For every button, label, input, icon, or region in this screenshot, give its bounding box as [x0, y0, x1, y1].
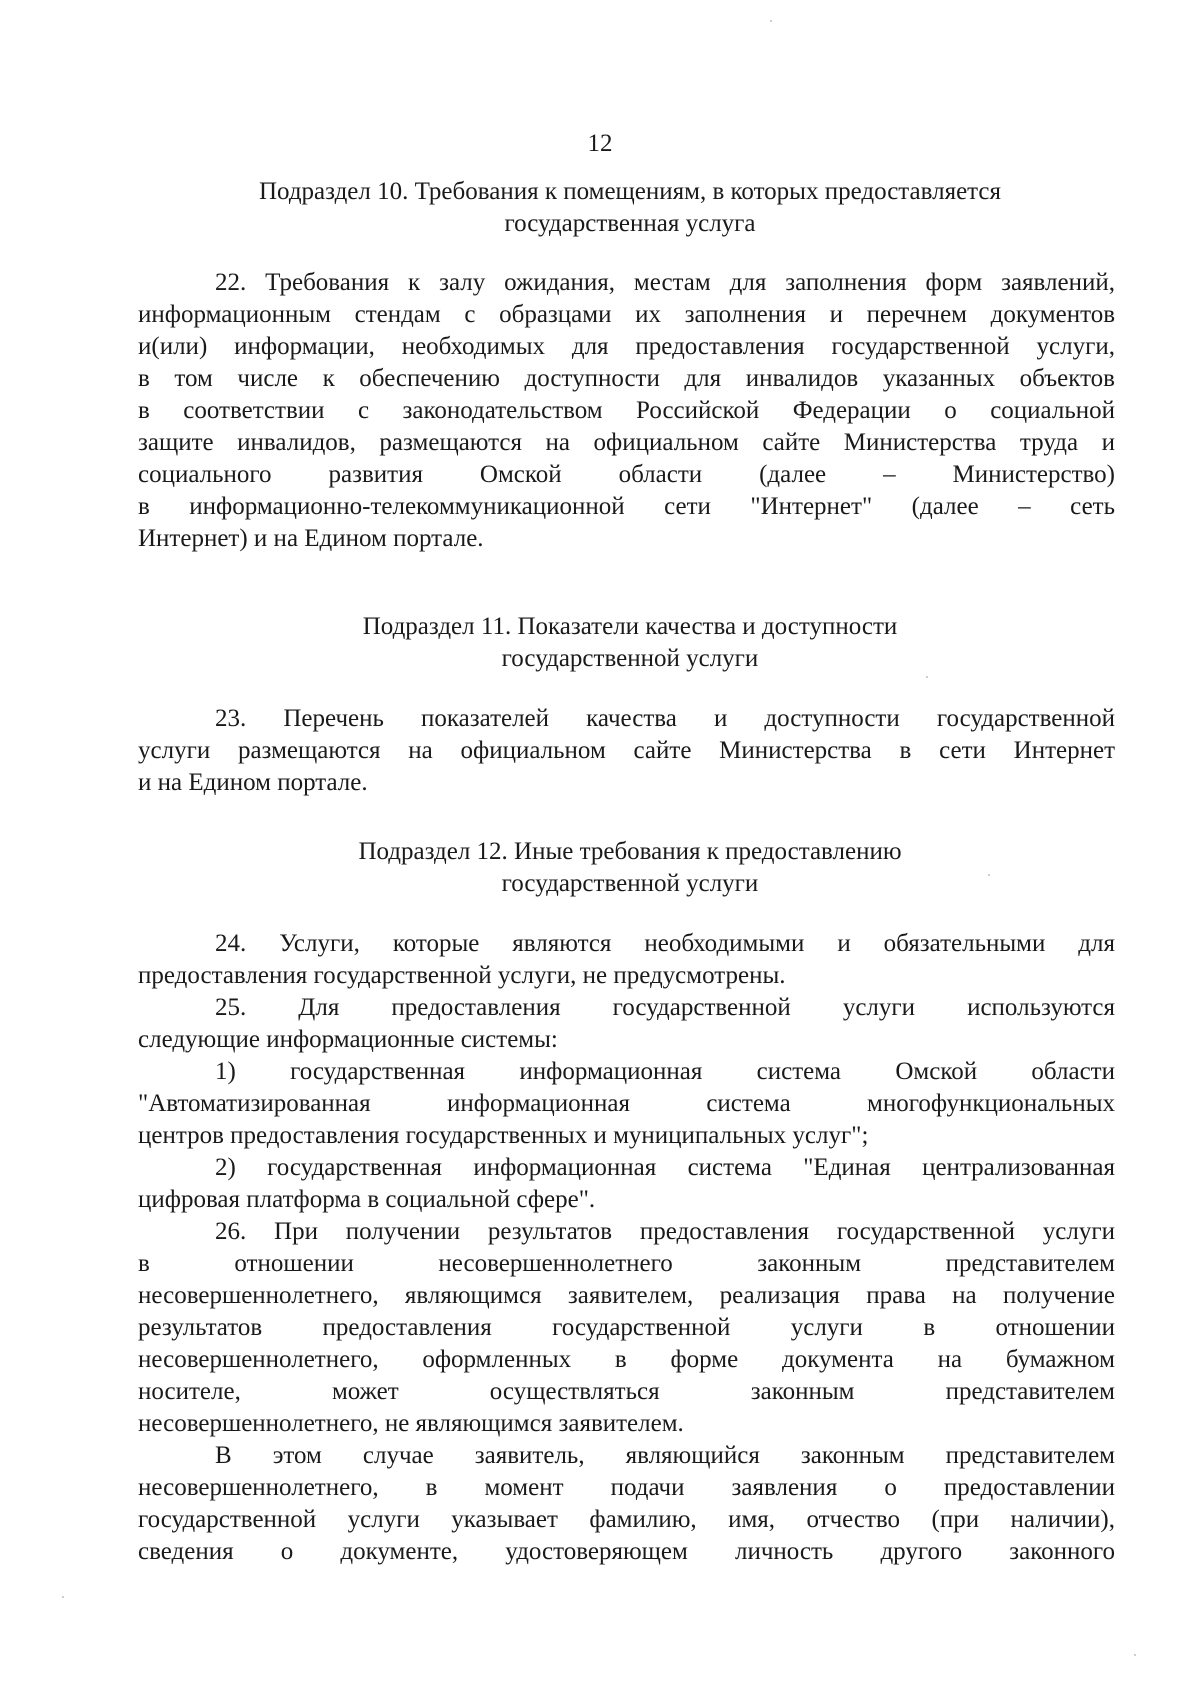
heading-line: государственной услуги [501, 870, 759, 897]
scan-speck [1134, 1654, 1136, 1656]
section-heading [140, 836, 1120, 900]
page-number: 12 [587, 130, 613, 157]
text-line: в соответствии с законодательством Российской Федерации о социальной [138, 397, 1115, 424]
text-line: в том числе к обеспечению доступности для инвалидов указанных объектов [138, 365, 1115, 392]
text-line: государственной услуги указывает фамилию, имя, отчество (при наличии), [138, 1506, 1115, 1533]
text-line: 24. Услуги, которые являются необходимыми и обязательными для [215, 930, 1115, 957]
text-line: несовершеннолетнего, не являющимся заявителем. [138, 1410, 684, 1437]
text-line: цифровая платформа в социальной сфере". [138, 1186, 596, 1213]
scan-speck [988, 874, 990, 876]
text-line: "Автоматизированная информационная система многофункциональных [138, 1090, 1115, 1117]
text-line: В этом случае заявитель, являющийся законным представителем [215, 1442, 1115, 1469]
heading-line: Подраздел 10. Требования к помещениям, в которых предоставляется [259, 178, 1001, 205]
text-line: услуги размещаются на официальном сайте Министерства в сети Интернет [138, 737, 1115, 764]
text-line: 2) государственная информационная система "Единая централизованная [215, 1154, 1115, 1181]
text-line: несовершеннолетнего, оформленных в форме документа на бумажном [138, 1346, 1115, 1373]
scan-speck [770, 20, 772, 22]
text-line: центров предоставления государственных и муниципальных услуг"; [138, 1122, 869, 1149]
text-line: 23. Перечень показателей качества и доступности государственной [215, 705, 1115, 732]
paragraph [138, 267, 1115, 555]
text-line: и(или) информации, необходимых для предоставления государственной услуги, [138, 333, 1115, 360]
text-line: Интернет) и на Едином портале. [138, 525, 484, 552]
paragraph-group [138, 928, 1115, 1568]
text-line: и на Едином портале. [138, 769, 368, 796]
scan-speck [926, 676, 928, 678]
text-line: 26. При получении результатов предоставления государственной услуги [215, 1218, 1115, 1245]
section-heading [140, 176, 1120, 240]
heading-line: Подраздел 12. Иные требования к предоставлению [358, 838, 902, 865]
text-line: сведения о документе, удостоверяющем личность другого законного [138, 1538, 1115, 1565]
text-line: несовершеннолетнего, являющимся заявителем, реализация права на получение [138, 1282, 1115, 1309]
text-line: в информационно-телекоммуникационной сети "Интернет" (далее – сеть [138, 493, 1115, 520]
text-line: 22. Требования к залу ожидания, местам для заполнения форм заявлений, [215, 269, 1115, 296]
text-line: носителе, может осуществляться законным представителем [138, 1378, 1115, 1405]
text-line: 25. Для предоставления государственной услуги используются [215, 994, 1115, 1021]
heading-line: Подраздел 11. Показатели качества и доступности [362, 613, 898, 640]
heading-line: государственной услуги [501, 645, 759, 672]
section-heading [140, 611, 1120, 675]
text-line: результатов предоставления государственной услуги в отношении [138, 1314, 1115, 1341]
text-line: предоставления государственной услуги, не предусмотрены. [138, 962, 786, 989]
paragraph [138, 703, 1115, 799]
text-line: в отношении несовершеннолетнего законным представителем [138, 1250, 1115, 1277]
text-line: 1) государственная информационная система Омской области [215, 1058, 1115, 1085]
scan-speck [62, 1596, 64, 1598]
text-line: защите инвалидов, размещаются на официальном сайте Министерства труда и [138, 429, 1115, 456]
text-line: несовершеннолетнего, в момент подачи заявления о предоставлении [138, 1474, 1115, 1501]
text-line: следующие информационные системы: [138, 1026, 558, 1053]
text-line: информационным стендам с образцами их заполнения и перечнем документов [138, 301, 1115, 328]
heading-line: государственная услуга [504, 210, 756, 237]
text-line: социального развития Омской области (далее – Министерство) [138, 461, 1115, 488]
